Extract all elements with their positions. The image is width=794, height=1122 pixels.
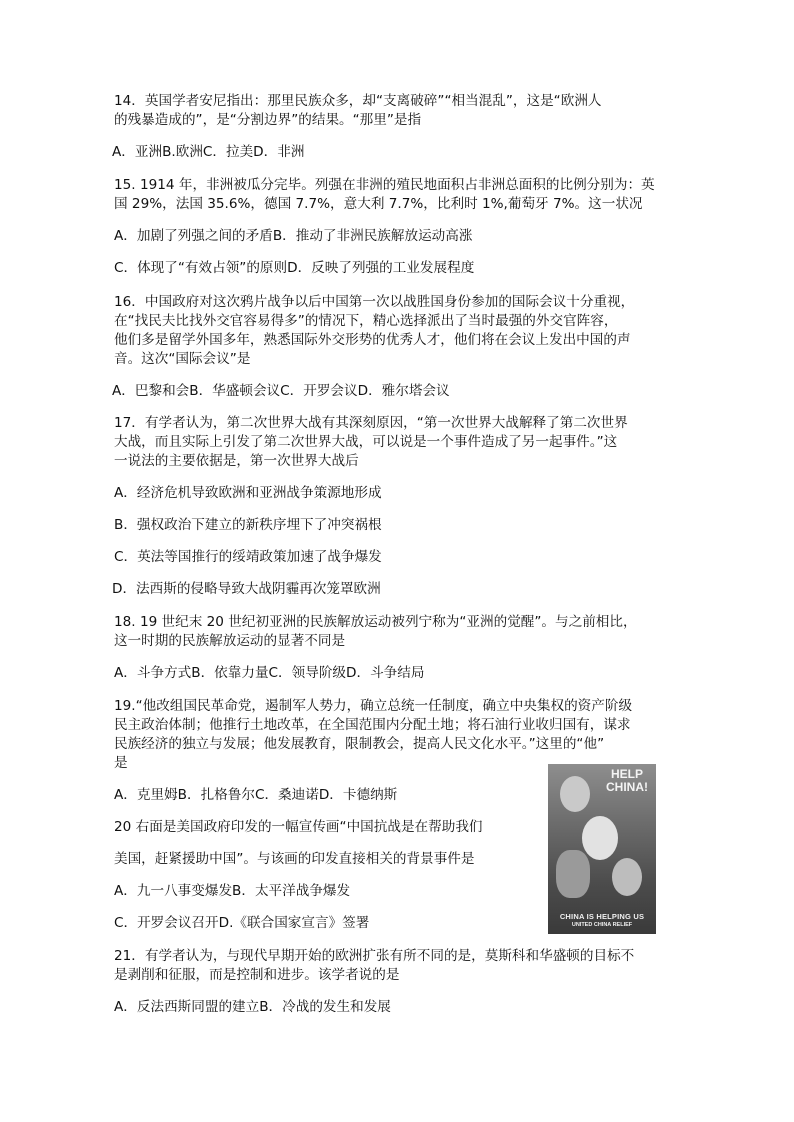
q20-stem-line-1: 20 右面是美国政府印发的一幅宣传画“中国抗战是在帮助我们: [114, 819, 483, 835]
q18-stem-line-1: 18. 19 世纪末 20 世纪初亚洲的民族解放运动被列宁称为“亚洲的觉醒”。与之前相比，: [114, 614, 637, 630]
q18-options: A．斗争方式B．依靠力量C．领导阶级D．斗争结局: [114, 665, 425, 681]
poster-caption-2: UNITED CHINA RELIEF: [571, 922, 633, 928]
q17-stem-line-1: 17．有学者认为，第二次世界大战有其深刻原因，“第一次世界大战解释了第二次世界: [114, 415, 628, 431]
poster-headline: [600, 768, 654, 794]
q16-stem-line-4: 音。这次“国际会议”是: [114, 351, 251, 367]
q21-options-ab: A．反法西斯同盟的建立B．冷战的发生和发展: [114, 999, 391, 1015]
q21-stem-line-2: 是剥削和征服，而是控制和进步。该学者说的是: [114, 967, 400, 983]
q14-stem-line-1: 14．英国学者安尼指出：那里民族众多，却“支离破碎”“相当混乱”，这是“欧洲人: [114, 93, 602, 109]
q18-stem-line-2: 这一时期的民族解放运动的显著不同是: [114, 633, 346, 649]
q19-stem-line-2: 民主政治体制；他推行土地改革，在全国范围内分配土地；将石油行业收归国有，谋求: [114, 717, 631, 733]
poster-headline-1: HELP: [610, 767, 643, 781]
q19-stem-line-4: 是: [114, 755, 128, 771]
q15-stem-line-2: 国 29%，法国 35.6%，德国 7.7%，意大利 7.7%，比利时 1%,葡萄牙 7%。这一状况: [114, 196, 643, 212]
q19-stem-line-3: 民族经济的独立与发展；他发展教育，限制教会，提高人民文化水平。”这里的“他”: [114, 736, 605, 752]
q17-option-d: D．法西斯的侵略导致大战阴霾再次笼罩欧洲: [112, 581, 381, 597]
q15-options-cd: C．体现了“有效占领”的原则D．反映了列强的工业发展程度: [114, 260, 475, 276]
poster-figure-left: [556, 850, 590, 898]
q20-stem-line-2: 美国，赶紧援助中国”。与该画的印发直接相关的背景事件是: [114, 851, 475, 867]
q17-option-c: C．英法等国推行的绥靖政策加速了战争爆发: [114, 549, 382, 565]
q17-stem-line-3: 一说法的主要依据是，第一次世界大战后: [114, 453, 359, 469]
q20-options-cd: C．开罗会议召开D.《联合国家宣言》签署: [114, 915, 370, 931]
poster-figure-center: [582, 816, 618, 860]
q16-stem-line-3: 他们多是留学外国多年，熟悉国际外交形势的优秀人才，他们将在会议上发出中国的声: [114, 332, 631, 348]
q17-option-b: B．强权政治下建立的新秩序埋下了冲突祸根: [114, 517, 382, 533]
poster-figure-right: [612, 858, 642, 896]
q19-options: A．克里姆B．扎格鲁尔C．桑迪诺D．卡德纳斯: [114, 787, 398, 803]
poster-headline-2: CHINA!: [606, 780, 648, 794]
q15-options-ab: A．加剧了列强之间的矛盾B．推动了非洲民族解放运动高涨: [114, 228, 473, 244]
q17-stem-line-2: 大战，而且实际上引发了第二次世界大战，可以说是一个事件造成了另一起事件。”这: [114, 434, 618, 450]
q15-stem-line-1: 15. 1914 年，非洲被瓜分完毕。列强在非洲的殖民地面积占非洲总面积的比例分别为：英: [114, 177, 655, 193]
q14-options: A．亚洲B.欧洲C．拉美D．非洲: [112, 144, 305, 160]
q17-option-a: A．经济危机导致欧洲和亚洲战争策源地形成: [114, 485, 382, 501]
q20-options-ab: A．九一八事变爆发B．太平洋战争爆发: [114, 883, 351, 899]
propaganda-poster-image: [548, 764, 656, 934]
q14-stem-line-2: 的残暴造成的”，是“分割边界”的结果。“那里”是指: [114, 112, 422, 128]
q16-stem-line-2: 在“找民夫比找外交官容易得多”的情况下，精心选择派出了当时最强的外交官阵容，: [114, 313, 618, 329]
q21-stem-line-1: 21．有学者认为，与现代早期开始的欧洲扩张有所不同的是，莫斯科和华盛顿的目标不: [114, 948, 635, 964]
poster-figure-top-left: [560, 776, 590, 812]
q16-options: A．巴黎和会B．华盛顿会议C．开罗会议D．雅尔塔会议: [112, 383, 450, 399]
q16-stem-line-1: 16．中国政府对这次鸦片战争以后中国第一次以战胜国身份参加的国际会议十分重视，: [114, 294, 635, 310]
poster-caption: [548, 912, 656, 928]
poster-caption-1: CHINA IS HELPING US: [559, 912, 645, 921]
q19-stem-line-1: 19.“他改组国民革命党，遏制军人势力，确立总统一任制度，确立中央集权的资产阶级: [114, 698, 633, 714]
